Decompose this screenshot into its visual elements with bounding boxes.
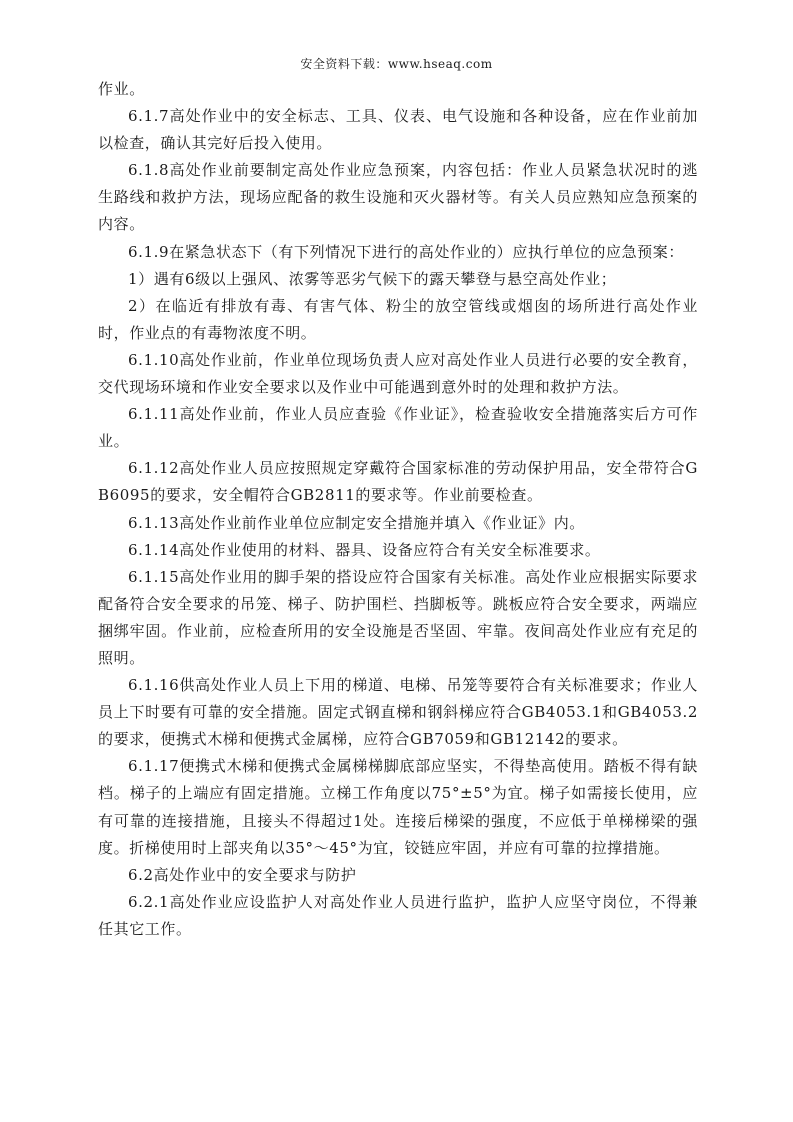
paragraph-6-1-17: 6.1.17便携式木梯和便携式金属梯梯脚底部应坚实，不得垫高使用。踏板不得有缺档。梯子的上端应有固定措施。立梯工作角度以75°±5°为宜。梯子如需接长使用，应有可靠的连接措施，且接头不得超过1处。连接后梯梁的强度，不应低于单梯梯梁的强度。折梯使用时上部夹角以35°～45°为宜，铰链应牢固，并应有可靠的拉撑措施。	[98, 757, 698, 857]
paragraph-6-1-11: 6.1.11高处作业前，作业人员应查验《作业证》，检查验收安全措施落实后方可作业。	[98, 405, 698, 451]
document-body	[98, 76, 698, 943]
paragraph-6-1-10: 6.1.10高处作业前，作业单位现场负责人应对高处作业人员进行必要的安全教育，交代现场环境和作业安全要求以及作业中可能遇到意外时的处理和救护方法。	[98, 350, 698, 397]
paragraph-6-2-1: 6.2.1高处作业应设监护人对高处作业人员进行监护，监护人应坚守岗位，不得兼任其它工作。	[98, 892, 698, 938]
paragraph-6-1-8: 6.1.8高处作业前要制定高处作业应急预案，内容包括：作业人员紧急状况时的逃生路线和救护方法，现场应配备的救生设施和灭火器材等。有关人员应熟知应急预案的内容。	[98, 161, 698, 234]
paragraph-6-1-7: 6.1.7高处作业中的安全标志、工具、仪表、电气设施和各种设备，应在作业前加以检查，确认其完好后投入使用。	[98, 107, 698, 153]
paragraph-6-1-12: 6.1.12高处作业人员应按照规定穿戴符合国家标准的劳动保护用品，安全带符合GB6095的要求，安全帽符合GB2811的要求等。作业前要检查。	[98, 459, 698, 505]
paragraph-6-1-16: 6.1.16供高处作业人员上下用的梯道、电梯、吊笼等要符合有关标准要求；作业人员上下时要有可靠的安全措施。固定式钢直梯和钢斜梯应符合GB4053.1和GB4053.2的要求，便携式木梯和便携式金属梯，应符合GB7059和GB12142的要求。	[98, 676, 698, 749]
paragraph-6-1-9: 6.1.9在紧急状态下（有下列情况下进行的高处作业的）应执行单位的应急预案：	[128, 242, 684, 261]
page-header: 安全资料下载：www.hseaq.com	[300, 57, 493, 71]
section-heading-6-2: 6.2高处作业中的安全要求与防护	[128, 865, 357, 884]
paragraph-6-1-14: 6.1.14高处作业使用的材料、器具、设备应符合有关安全标准要求。	[128, 540, 601, 559]
paragraph-6-1-15: 6.1.15高处作业用的脚手架的搭设应符合国家有关标准。高处作业应根据实际要求配备符合安全要求的吊笼、梯子、防护围栏、挡脚板等。跳板应符合安全要求，两端应捆绑牢固。作业前，应检查所用的安全设施是否坚固、牢靠。夜间高处作业应有充足的照明。	[98, 567, 698, 667]
paragraph-6-1-13: 6.1.13高处作业前作业单位应制定安全措施并填入《作业证》内。	[128, 513, 585, 532]
list-item-2: 2）在临近有排放有毒、有害气体、粉尘的放空管线或烟囱的场所进行高处作业时，作业点的有毒物浓度不明。	[98, 296, 698, 342]
paragraph-continuation: 作业。	[98, 80, 145, 98]
list-item-1: 1）遇有6级以上强风、浓雾等恶劣气候下的露天攀登与悬空高处作业；	[128, 269, 617, 288]
